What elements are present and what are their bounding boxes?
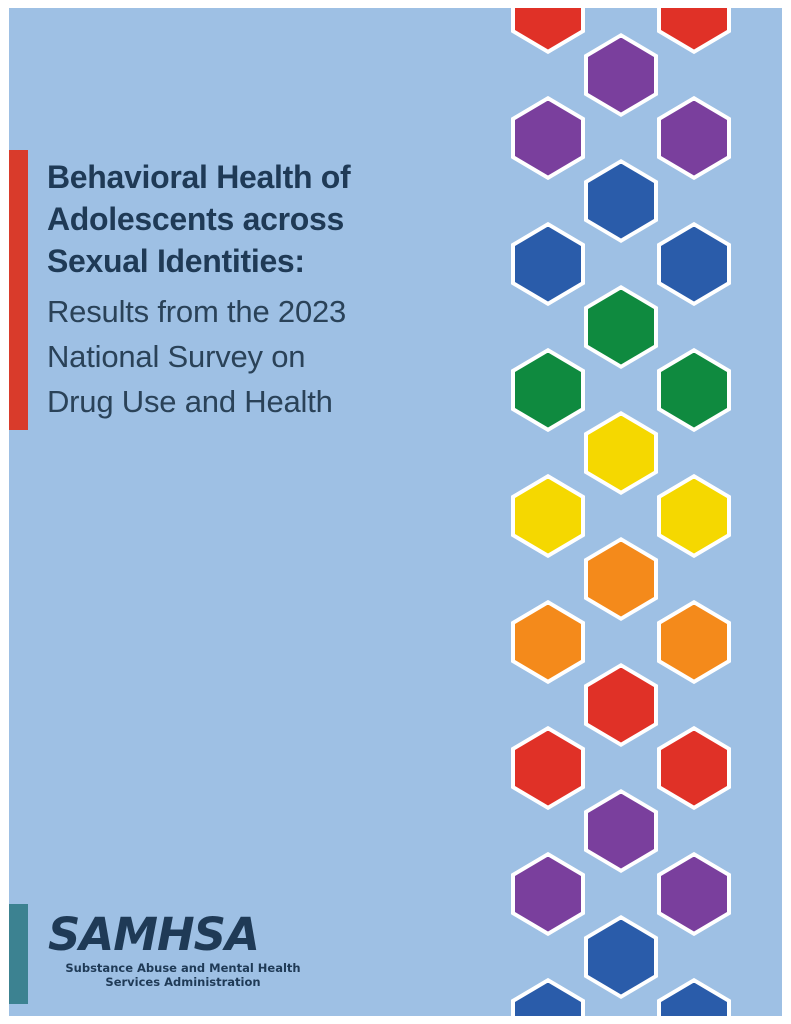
hexagon-fill — [588, 164, 654, 239]
hexagon-shape — [657, 726, 731, 810]
hexagon-fill — [588, 416, 654, 491]
title-line-3: Sexual Identities: — [47, 243, 305, 279]
subtitle-line-1: Results from the 2023 — [47, 294, 347, 329]
hexagon-fill — [588, 38, 654, 113]
hexagon-shape — [657, 0, 731, 54]
hexagon-fill — [661, 479, 727, 554]
hexagon-fill — [661, 857, 727, 932]
page-margin-left — [0, 0, 9, 1024]
hexagon-shape — [657, 474, 731, 558]
title-line-1: Behavioral Health of — [47, 159, 351, 195]
hexagon-pattern-decoration — [507, 0, 782, 1024]
hexagon-shape — [584, 285, 658, 369]
page-margin-top — [0, 0, 791, 8]
hexagon-fill — [588, 290, 654, 365]
hexagon-shape — [511, 222, 585, 306]
hexagon-fill — [515, 479, 581, 554]
hexagon-fill — [588, 794, 654, 869]
hexagon-fill — [661, 353, 727, 428]
title-line-2: Adolescents across — [47, 201, 344, 237]
hexagon-fill — [588, 668, 654, 743]
hexagon-shape — [511, 474, 585, 558]
agency-name-line-2: Services Administration — [105, 975, 261, 989]
hexagon-shape — [584, 33, 658, 117]
hexagon-shape — [511, 726, 585, 810]
page-margin-right — [782, 0, 791, 1024]
hexagon-shape — [657, 348, 731, 432]
hexagon-fill — [588, 920, 654, 995]
hexagon-shape — [584, 411, 658, 495]
hexagon-shape — [657, 852, 731, 936]
hexagon-shape — [584, 537, 658, 621]
hexagon-shape — [657, 222, 731, 306]
samhsa-wordmark: SAMHSA — [48, 908, 259, 961]
hexagon-fill — [515, 353, 581, 428]
subtitle-line-3: Drug Use and Health — [47, 384, 333, 419]
hexagon-fill — [661, 605, 727, 680]
hexagon-fill — [515, 731, 581, 806]
hexagon-shape — [584, 789, 658, 873]
hexagon-shape — [657, 96, 731, 180]
agency-name-line-1: Substance Abuse and Mental Health — [65, 961, 301, 975]
red-accent-bar — [9, 150, 28, 430]
hexagon-fill — [515, 227, 581, 302]
samhsa-logo — [48, 908, 348, 989]
hexagon-fill — [661, 101, 727, 176]
hexagon-fill — [515, 605, 581, 680]
hexagon-shape — [511, 96, 585, 180]
hexagon-shape — [584, 159, 658, 243]
hexagon-fill — [661, 731, 727, 806]
hexagon-shape — [511, 348, 585, 432]
hexagon-fill — [515, 101, 581, 176]
hexagon-shape — [511, 0, 585, 54]
hexagon-shape — [511, 600, 585, 684]
page-title — [47, 156, 477, 424]
subtitle-line-2: National Survey on — [47, 339, 306, 374]
hexagon-fill — [588, 542, 654, 617]
hexagon-shape — [511, 852, 585, 936]
page-margin-bottom — [0, 1016, 791, 1024]
hexagon-fill — [515, 857, 581, 932]
hexagon-shape — [657, 600, 731, 684]
hexagon-shape — [584, 915, 658, 999]
hexagon-shape — [584, 663, 658, 747]
teal-accent-bar — [9, 904, 28, 1004]
hexagon-fill — [661, 227, 727, 302]
